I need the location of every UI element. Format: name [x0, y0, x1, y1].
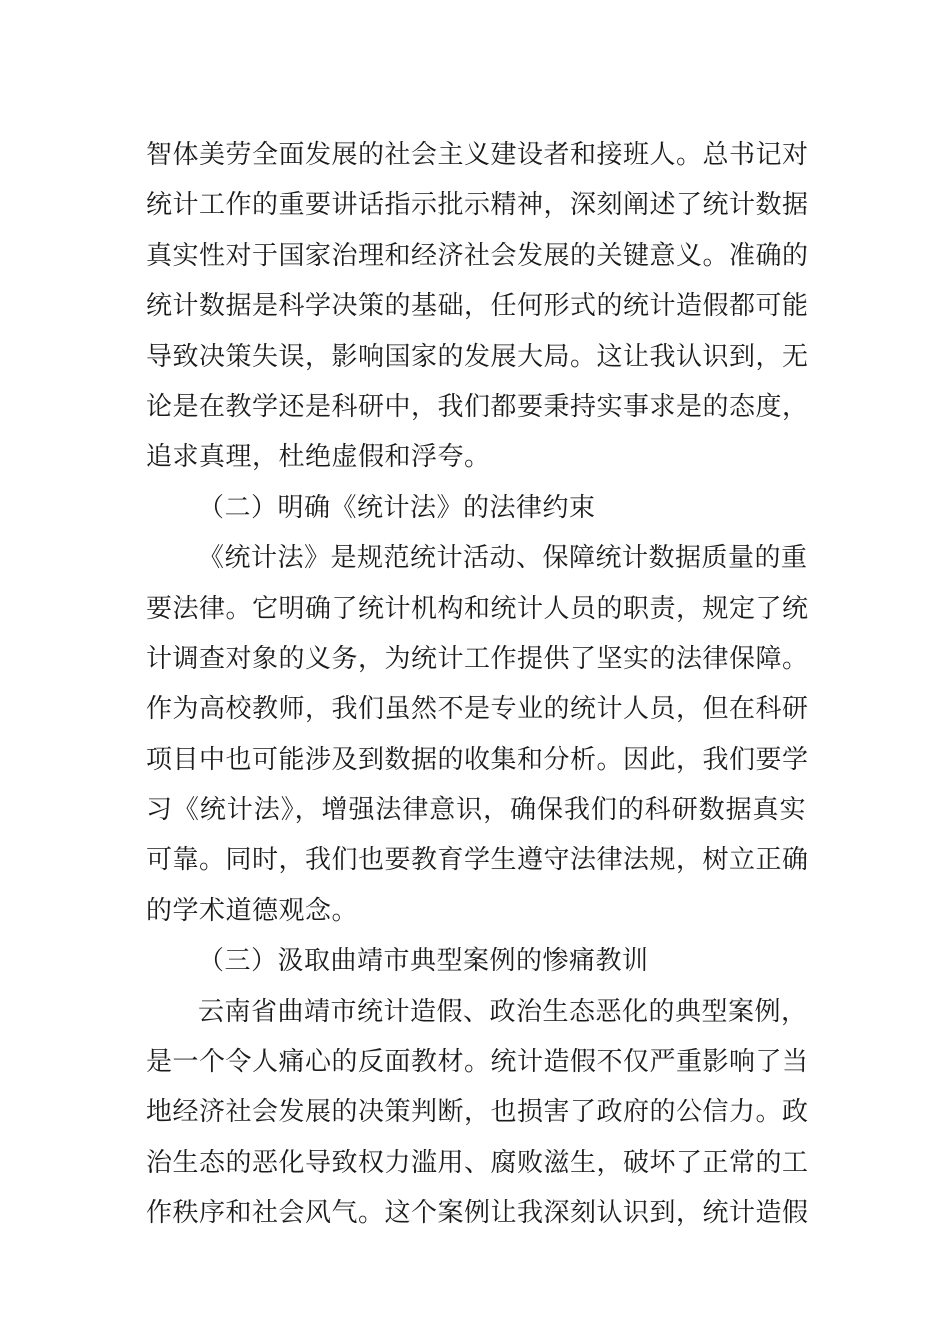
text-line: 统计数据是科学决策的基础，任何形式的统计造假都可能 — [146, 291, 809, 322]
text-line: 治生态的恶化导致权力滥用、腐败滋生，破坏了正常的工 — [146, 1147, 809, 1178]
text-line: 《统计法》是规范统计活动、保障统计数据质量的重 — [198, 543, 808, 574]
section-heading: （三）汲取曲靖市典型案例的惨痛教训 — [198, 946, 649, 977]
text-line: 论是在教学还是科研中，我们都要秉持实事求是的态度， — [146, 391, 809, 422]
text-line: 智体美劳全面发展的社会主义建设者和接班人。总书记对 — [146, 140, 809, 170]
text-line: 可靠。同时，我们也要教育学生遵守法律法规，树立正确 — [146, 845, 809, 876]
section-heading: （二）明确《统计法》的法律约束 — [198, 492, 596, 523]
text-line: 习《统计法》，增强法律意识，确保我们的科研数据真实 — [146, 795, 806, 826]
text-line: 是一个令人痛心的反面教材。统计造假不仅严重影响了当 — [146, 1047, 809, 1078]
text-line: 要法律。它明确了统计机构和统计人员的职责，规定了统 — [146, 593, 809, 624]
text-line: 地经济社会发展的决策判断，也损害了政府的公信力。政 — [146, 1097, 809, 1128]
text-line: 的学术道德观念。 — [146, 895, 359, 926]
text-line: 作秩序和社会风气。这个案例让我深刻认识到，统计造假 — [146, 1198, 809, 1229]
text-line: 云南省曲靖市统计造假、政治生态恶化的典型案例， — [198, 996, 808, 1027]
text-line: 项目中也可能涉及到数据的收集和分析。因此，我们要学 — [146, 744, 809, 775]
text-line: 导致决策失误，影响国家的发展大局。这让我认识到，无 — [146, 341, 809, 372]
text-line: 追求真理，杜绝虚假和浮夸。 — [146, 442, 491, 473]
text-line: 计调查对象的义务，为统计工作提供了坚实的法律保障。 — [146, 643, 809, 674]
text-line: 统计工作的重要讲话指示批示精神，深刻阐述了统计数据 — [146, 190, 809, 221]
text-line: 真实性对于国家治理和经济社会发展的关键意义。准确的 — [146, 240, 809, 271]
document-body — [146, 130, 809, 1239]
text-line: 作为高校教师，我们虽然不是专业的统计人员，但在科研 — [146, 694, 809, 725]
